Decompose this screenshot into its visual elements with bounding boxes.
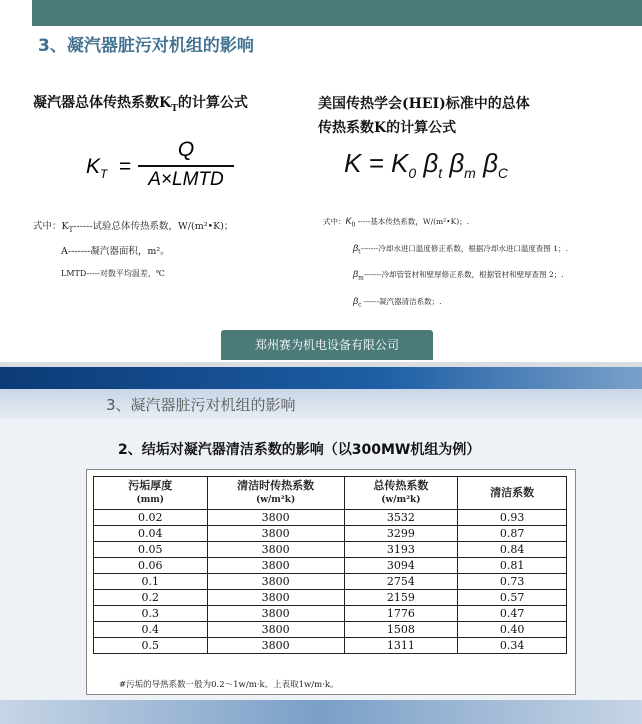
- table-header-row: [94, 477, 567, 510]
- desc-kt-sub: T: [68, 225, 74, 234]
- table-row: [94, 622, 567, 638]
- table-cell: 0.93: [458, 510, 567, 526]
- desc-right-symbol: β: [353, 269, 359, 279]
- desc-right-symbol: K: [345, 216, 352, 226]
- bottom-accent-bar: [0, 700, 642, 724]
- desc-right-prefix: 式中：: [323, 217, 346, 226]
- table-note: #污垢的导热系数一般为0.2～1w/m·k。上表取1w/m·k。: [119, 680, 339, 690]
- desc-right-text: ------凝汽器清洁系数；.: [361, 296, 442, 306]
- formula-k-sub3: C: [497, 165, 509, 182]
- table-image: [86, 469, 576, 695]
- desc-right-text: -----基本传热系数，W/(m²•K)；.: [355, 217, 470, 226]
- desc-right-symbol: β: [353, 295, 359, 306]
- table-cell: 3193: [344, 542, 458, 558]
- left-heading-suffix: 的计算公式: [177, 95, 248, 111]
- table-header-cell: [458, 477, 567, 510]
- table-cell: 3800: [207, 558, 344, 574]
- table-cell: 2754: [344, 574, 458, 590]
- table-cell: 3800: [207, 638, 344, 654]
- table-cell: 0.4: [94, 622, 208, 638]
- right-heading-line1: 美国传热学会(HEI)标准中的总体: [318, 96, 530, 112]
- header-line1: 污垢厚度: [128, 479, 173, 492]
- desc-right-symbol-sub: t: [358, 248, 361, 255]
- cleanliness-table: [93, 476, 567, 654]
- desc-right-symbol-sub: c: [358, 301, 362, 308]
- table-body: [94, 510, 567, 654]
- table-header-cell: [207, 477, 344, 510]
- formula-k-main: K = K: [344, 148, 409, 178]
- table-cell: 0.47: [458, 606, 567, 622]
- formula-k-sub0: 0: [408, 165, 417, 182]
- right-description: [323, 210, 568, 316]
- table-cell: 3800: [207, 590, 344, 606]
- desc-line-area: A-------凝汽器面积，m²。: [61, 245, 170, 257]
- table-row: [94, 574, 567, 590]
- slide-subtitle: 2、结垢对凝汽器清洁系数的影响（以300MW机组为例）: [118, 442, 481, 458]
- left-description: [33, 216, 233, 285]
- left-heading-text: 凝汽器总体传热系数K: [33, 95, 172, 111]
- header-line1: 清洁时传热系数: [237, 479, 315, 492]
- table-cell: 0.3: [94, 606, 208, 622]
- table-cell: 0.1: [94, 574, 208, 590]
- desc-kt-prefix: 式中：K: [33, 221, 69, 232]
- fraction-bar: [138, 165, 234, 167]
- header-line1: 清洁系数: [490, 486, 535, 499]
- table-cell: 1311: [344, 638, 458, 654]
- formula-kt-symbol-sub: T: [100, 167, 108, 182]
- formula-k-beta1: β: [416, 148, 439, 178]
- formula-kt-numerator: Q: [177, 138, 195, 161]
- top-accent-bar: [32, 0, 642, 26]
- company-name-bar: 郑州赛为机电设备有限公司: [221, 330, 433, 360]
- formula-kt-denominator: A×LMTD: [148, 169, 224, 190]
- right-heading: [318, 92, 608, 140]
- desc-right-symbol-sub: 0: [351, 221, 356, 229]
- table-cell: 0.73: [458, 574, 567, 590]
- table-cell: 0.02: [94, 510, 208, 526]
- desc-right-line: [323, 263, 568, 290]
- table-row: [94, 542, 567, 558]
- desc-right-line: [323, 237, 568, 264]
- table-cell: 3800: [207, 526, 344, 542]
- header-line2: (w/m²k): [255, 495, 296, 505]
- slide-2: [0, 367, 642, 724]
- table-cell: 3800: [207, 622, 344, 638]
- table-cell: 0.2: [94, 590, 208, 606]
- formula-k-beta2: β: [442, 148, 465, 178]
- desc-line-lmtd: LMTD-----对数平均温差，℃: [61, 268, 165, 278]
- table-cell: 0.57: [458, 590, 567, 606]
- table-header-cell: [344, 477, 458, 510]
- desc-right-line: [323, 290, 568, 317]
- table-row: [94, 510, 567, 526]
- formula-kt: [86, 138, 246, 198]
- table-header-cell: [94, 477, 208, 510]
- right-heading-line2: 传热系数K的计算公式: [318, 120, 457, 136]
- formula-k-hei: [344, 148, 508, 181]
- formula-k-sub1: t: [438, 165, 443, 182]
- table-cell: 0.81: [458, 558, 567, 574]
- desc-right-symbol: β: [353, 242, 359, 253]
- table-row: [94, 638, 567, 654]
- top-accent-bar: [0, 367, 642, 389]
- table-cell: 1776: [344, 606, 458, 622]
- desc-right-symbol-sub: m: [358, 274, 364, 282]
- slide-title: 3、凝汽器脏污对机组的影响: [38, 36, 254, 56]
- table-cell: 0.84: [458, 542, 567, 558]
- table-cell: 0.87: [458, 526, 567, 542]
- desc-right-text: -------冷却管管材和壁厚修正系数，根据管材和壁厚查图 2；.: [363, 270, 564, 279]
- table-cell: 3532: [344, 510, 458, 526]
- header-line1: 总传热系数: [373, 479, 429, 492]
- table-row: [94, 590, 567, 606]
- table-cell: 2159: [344, 590, 458, 606]
- desc-right-text: -------冷却水进口温度修正系数，根据冷却水进口温度查图 1；.: [360, 243, 568, 253]
- formula-k-sub2: m: [464, 165, 476, 182]
- table-cell: 3299: [344, 526, 458, 542]
- table-row: [94, 526, 567, 542]
- table-row: [94, 558, 567, 574]
- table-cell: 3800: [207, 606, 344, 622]
- table-cell: 3094: [344, 558, 458, 574]
- table-cell: 0.5: [94, 638, 208, 654]
- table-cell: 1508: [344, 622, 458, 638]
- left-heading-sub: T: [171, 103, 178, 114]
- table-cell: 0.04: [94, 526, 208, 542]
- formula-kt-equals: =: [119, 155, 132, 178]
- table-cell: 0.05: [94, 542, 208, 558]
- table-row: [94, 606, 567, 622]
- formula-k-beta3: β: [475, 148, 498, 178]
- table-cell: 3800: [207, 574, 344, 590]
- formula-kt-symbol: K: [86, 155, 101, 178]
- desc-right-line: [323, 210, 568, 237]
- slide-title: 3、凝汽器脏污对机组的影响: [106, 396, 296, 414]
- table-cell: 3800: [207, 510, 344, 526]
- table-cell: 3800: [207, 542, 344, 558]
- desc-kt-text: ------试验总体传热系数，W/(m²•K)；: [73, 221, 234, 232]
- table-cell: 0.06: [94, 558, 208, 574]
- table-cell: 0.40: [458, 622, 567, 638]
- left-heading: [33, 92, 248, 114]
- formula-kt-lhs: [86, 155, 107, 181]
- header-line2: (w/m²k): [381, 495, 421, 505]
- desc-line-kt: [33, 216, 233, 241]
- table-cell: 0.34: [458, 638, 567, 654]
- title-band: [0, 389, 642, 419]
- header-line2: (mm): [136, 495, 165, 505]
